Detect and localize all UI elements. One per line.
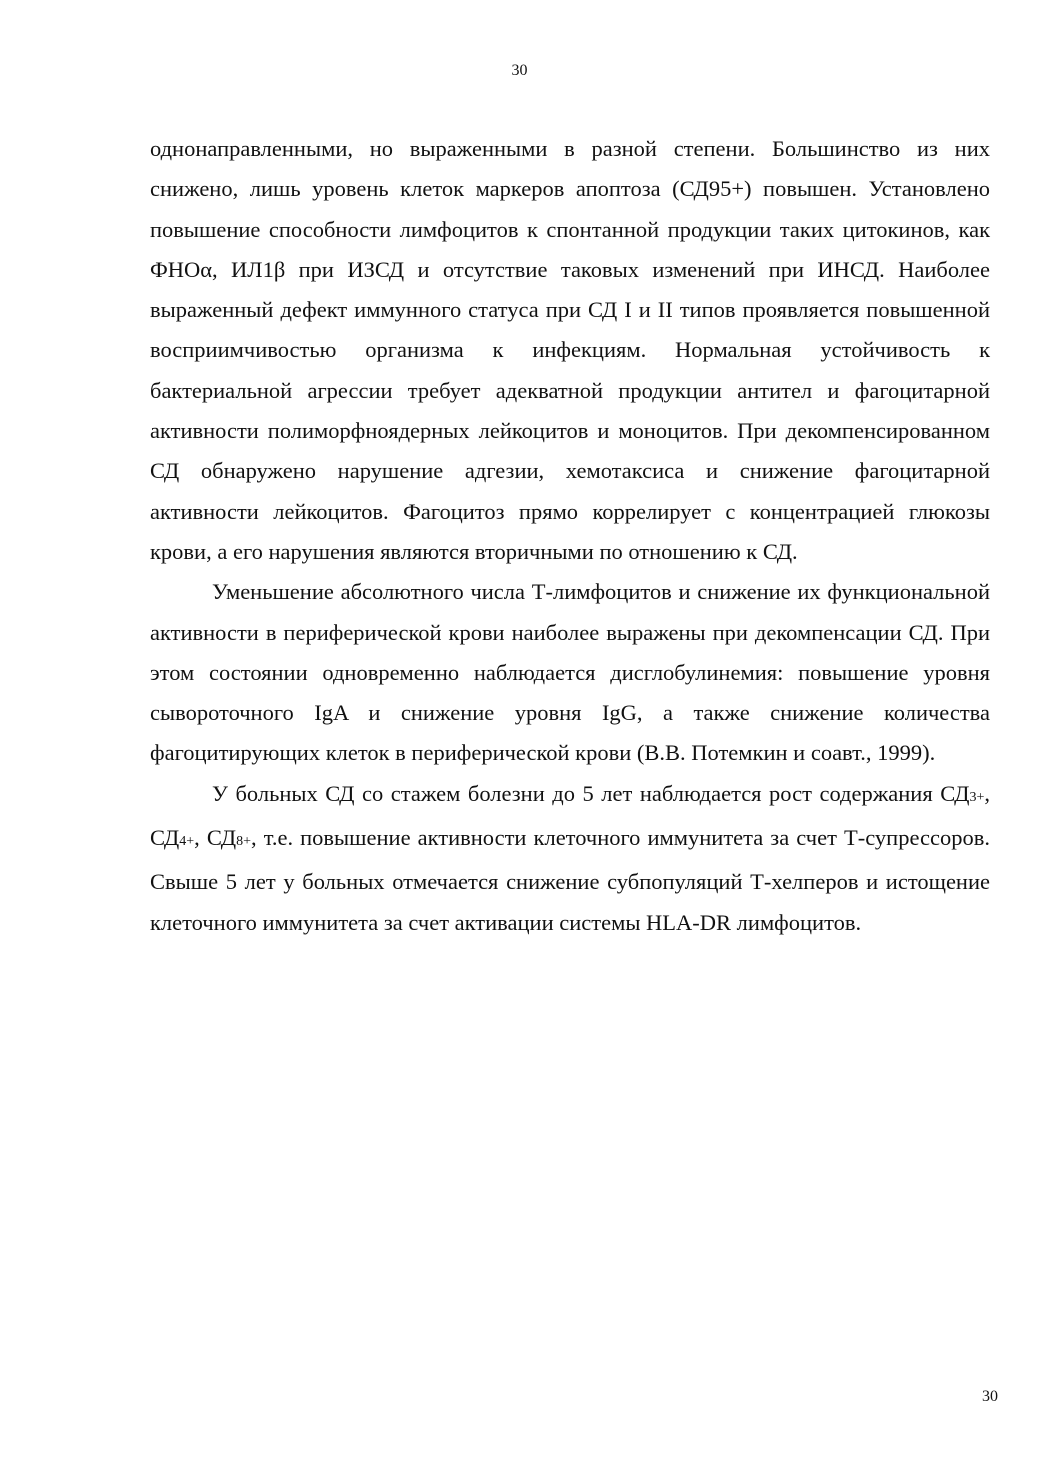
page-number-top: 30 [511, 62, 528, 79]
paragraph-1: однонаправленными, но выраженными в разной степени. Большинство из них снижено, лишь уровень клеток маркеров апоптоза (СД95+) повышен. Установлено повышение способности лимфоцитов к спонтанной продукции таких цитокинов, как ФНОα, ИЛ1β при ИЗСД и отсутствие таковых изменений при ИНСД. Наиболее выраженный дефект иммунного статуса при СД I и II типов проявляется повышенной восприимчивостью организма к инфекциям. Нормальная устойчивость к бактериальной агрессии требует адекватной продукции антител и фагоцитарной активности полиморфноядерных лейкоцитов и моноцитов. При декомпенсированном СД обнаружено нарушение адгезии, хемотаксиса и снижение фагоцитарной активности лейкоцитов. Фагоцитоз прямо коррелирует с концентрацией глюкозы крови, а его нарушения являются вторичными по отношению к СД. [150, 136, 990, 564]
paragraph-3-sep-2: , СД [194, 825, 237, 851]
cd8-subscript: 8+ [236, 834, 251, 850]
paragraph-3-end: , т.е. повышение активности клеточного иммунитета за счет Т-супрессоров. Свыше 5 лет у больных отмечается снижение субпопуляций Т-хелперов и истощение клеточного иммунитета за счет активации системы HLA-DR лимфоцитов. [150, 825, 990, 935]
paragraph-3-start: У больных СД со стажем болезни до 5 лет наблюдается рост содержания СД [212, 780, 970, 806]
paragraph-3-sep-1: , СД [150, 780, 990, 851]
page-number-bottom: 30 [982, 1388, 998, 1405]
paragraph-2: Уменьшение абсолютного числа Т-лимфоцитов и снижение их функциональной активности в периферической крови наиболее выражены при декомпенсации СД. При этом состоянии одновременно наблюдается дисглобулинемия: повышение уровня сывороточного IgA и снижение уровня IgG, а также снижение количества фагоцитирующих клеток в периферической крови (В.В. Потемкин и соавт., 1999). [150, 579, 990, 766]
paragraph-3 [150, 774, 990, 943]
cd4-subscript: 4+ [179, 834, 195, 850]
cd3-subscript: 3+ [969, 789, 985, 805]
body-text [150, 129, 990, 943]
